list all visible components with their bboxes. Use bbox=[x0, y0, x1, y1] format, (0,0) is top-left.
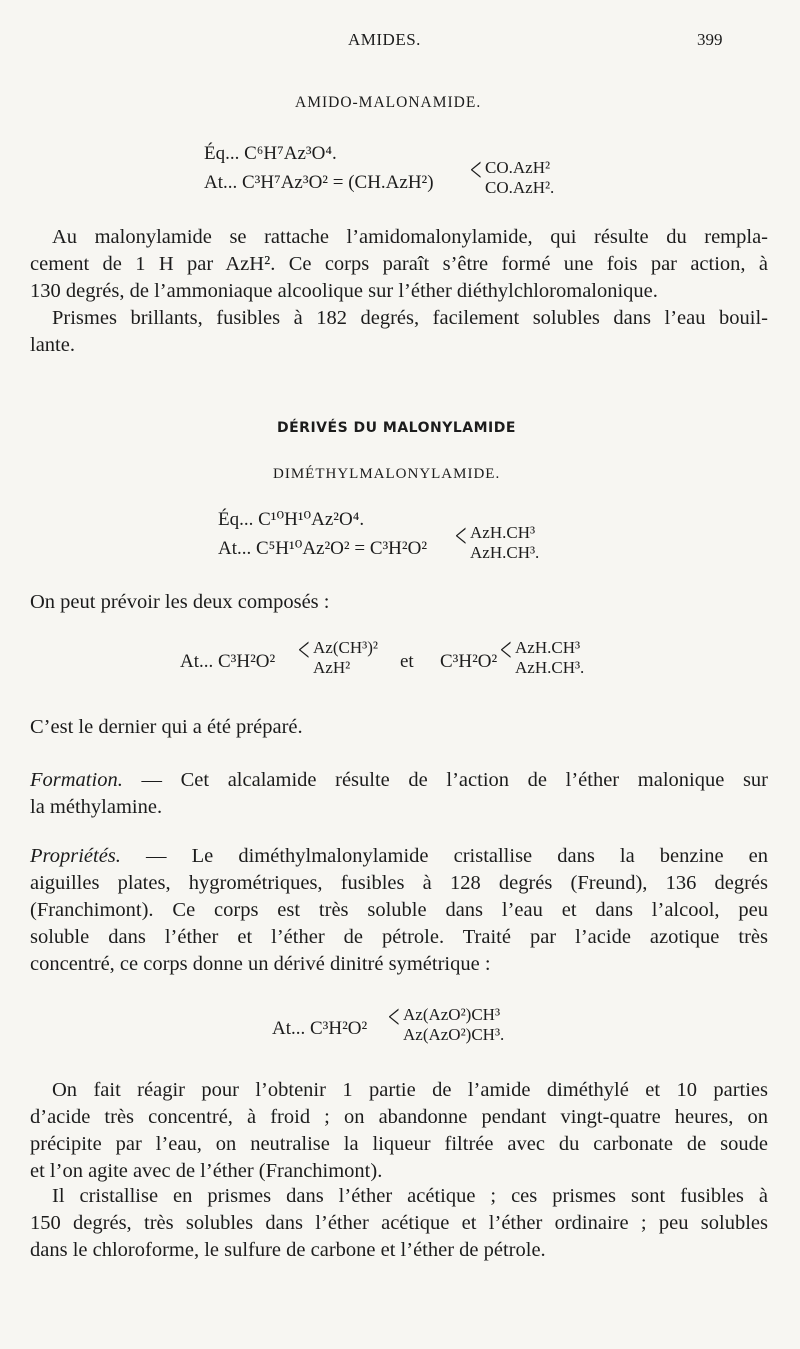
section-title: AMIDO-MALONAMIDE. bbox=[295, 94, 482, 111]
proprietes-line-1 bbox=[30, 843, 768, 870]
formula2-at: At... C⁵H¹⁰Az²O² = C³H²O² bbox=[218, 538, 428, 559]
para5-line-4: et l’on agite avec de l’éther (Franchimont). bbox=[30, 1160, 383, 1182]
formula2-branches bbox=[470, 523, 539, 563]
para6-line-2: 150 degrés, très solubles dans l’éther acétique et l’éther ordinaire ; peu solubles bbox=[30, 1212, 768, 1234]
formula2-branch-top: AzH.CH³ bbox=[470, 523, 536, 542]
formula1-branches bbox=[485, 158, 554, 198]
paragraph-prismes bbox=[30, 305, 768, 359]
formula3-branch2-top: AzH.CH³ bbox=[515, 638, 581, 657]
running-header: AMIDES. bbox=[348, 30, 421, 49]
para3-line: On peut prévoir les deux composés : bbox=[30, 591, 330, 613]
formula2-eq: Éq... C¹⁰H¹⁰Az²O⁴. bbox=[218, 509, 365, 530]
formation-line-2: la méthylamine. bbox=[30, 796, 163, 818]
formula3-bracket-1: < bbox=[298, 632, 310, 669]
para5-line-2: d’acide très concentré, à froid ; on abandonne pendant vingt-quatre heures, on bbox=[30, 1106, 768, 1128]
paragraph-dernier bbox=[30, 714, 768, 741]
para5-line-1: On fait réagir pour l’obtenir 1 partie de l’amide diméthylé et 10 parties bbox=[52, 1079, 768, 1101]
formation-line-1 bbox=[30, 767, 768, 794]
proprietes-line-3: (Franchimont). Ce corps est très soluble dans l’eau et dans l’alcool, peu bbox=[30, 899, 768, 921]
formula1-at: At... C³H⁷Az³O² = (CH.AzH²) bbox=[204, 172, 434, 193]
formula1-bracket: < bbox=[470, 152, 482, 189]
formula1-branch-bottom: CO.AzH². bbox=[485, 178, 555, 197]
formula4-bracket: < bbox=[388, 999, 400, 1036]
paragraph-cristallise bbox=[30, 1183, 768, 1264]
formula3-bracket-2: < bbox=[500, 632, 512, 669]
para4-line: C’est le dernier qui a été préparé. bbox=[30, 716, 303, 738]
formula3-branch1-top: Az(CH³)² bbox=[313, 638, 378, 657]
formula3-branches-1 bbox=[313, 638, 378, 678]
para1-line-2: cement de 1 H par AzH². Ce corps paraît s’être formé une fois par action, à bbox=[30, 253, 768, 275]
formula1-eq: Éq... C⁶H⁷Az³O⁴. bbox=[204, 143, 337, 164]
formula3-branches-2 bbox=[515, 638, 584, 678]
para1-line-1: Au malonylamide se rattache l’amidomalonylamide, qui résulte du rempla- bbox=[52, 226, 768, 248]
paragraph-deux-composes bbox=[30, 589, 768, 616]
proprietes-line-4: soluble dans l’éther et l’éther de pétrole. Traité par l’acide azotique très bbox=[30, 926, 768, 948]
derives-heading: DÉRIVÉS DU MALONYLAMIDE bbox=[277, 420, 516, 436]
formula2-bracket: < bbox=[455, 518, 467, 555]
proprietes-line-5: concentré, ce corps donne un dérivé dinitré symétrique : bbox=[30, 953, 491, 975]
formula1-branch-top: CO.AzH² bbox=[485, 158, 551, 177]
paragraph-preparation bbox=[30, 1077, 768, 1185]
proprietes-line-2: aiguilles plates, hygrométriques, fusibles à 128 degrés (Freund), 136 degrés bbox=[30, 872, 768, 894]
formula3-branch2-bottom: AzH.CH³. bbox=[515, 658, 585, 677]
formula3-et: et bbox=[400, 651, 414, 672]
formula4-branch-bottom: Az(AzO²)CH³. bbox=[403, 1025, 505, 1044]
formula3-branch1-bottom: AzH² bbox=[313, 658, 351, 677]
proprietes-label: Propriétés. bbox=[30, 845, 121, 867]
para5-line-3: précipite par l’eau, on neutralise la liqueur filtrée avec du carbonate de soude bbox=[30, 1133, 768, 1155]
paragraph-amidomalonylamide bbox=[30, 224, 768, 305]
proprietes-rest: — Le diméthylmalonylamide cristallise dans la benzine en bbox=[120, 845, 768, 867]
formation-label: Formation. bbox=[30, 769, 123, 791]
formation-rest: — Cet alcalamide résulte de l’action de l’éther malonique sur bbox=[122, 769, 768, 791]
para6-line-1: Il cristallise en prismes dans l’éther acétique ; ces prismes sont fusibles à bbox=[52, 1185, 768, 1207]
formula3-mid: C³H²O² bbox=[440, 651, 498, 672]
formula2-branch-bottom: AzH.CH³. bbox=[470, 543, 540, 562]
formula4-branch-top: Az(AzO²)CH³ bbox=[403, 1005, 501, 1024]
paragraph-formation bbox=[30, 767, 768, 821]
para1-line-3: 130 degrés, de l’ammoniaque alcoolique sur l’éther diéthylchloromalonique. bbox=[30, 280, 658, 302]
paragraph-proprietes bbox=[30, 843, 768, 978]
formula3-at: At... C³H²O² bbox=[180, 651, 276, 672]
para6-line-3: dans le chloroforme, le sulfure de carbone et l’éther de pétrole. bbox=[30, 1239, 546, 1261]
para2-line-2: lante. bbox=[30, 334, 75, 356]
formula4-branches bbox=[403, 1005, 504, 1045]
page-number: 399 bbox=[697, 30, 723, 49]
subtitle-dimethylmalonylamide: DIMÉTHYLMALONYLAMIDE. bbox=[273, 466, 501, 482]
formula4-at: At... C³H²O² bbox=[272, 1018, 368, 1039]
para2-line-1: Prismes brillants, fusibles à 182 degrés, facilement solubles dans l’eau bouil- bbox=[52, 307, 768, 329]
